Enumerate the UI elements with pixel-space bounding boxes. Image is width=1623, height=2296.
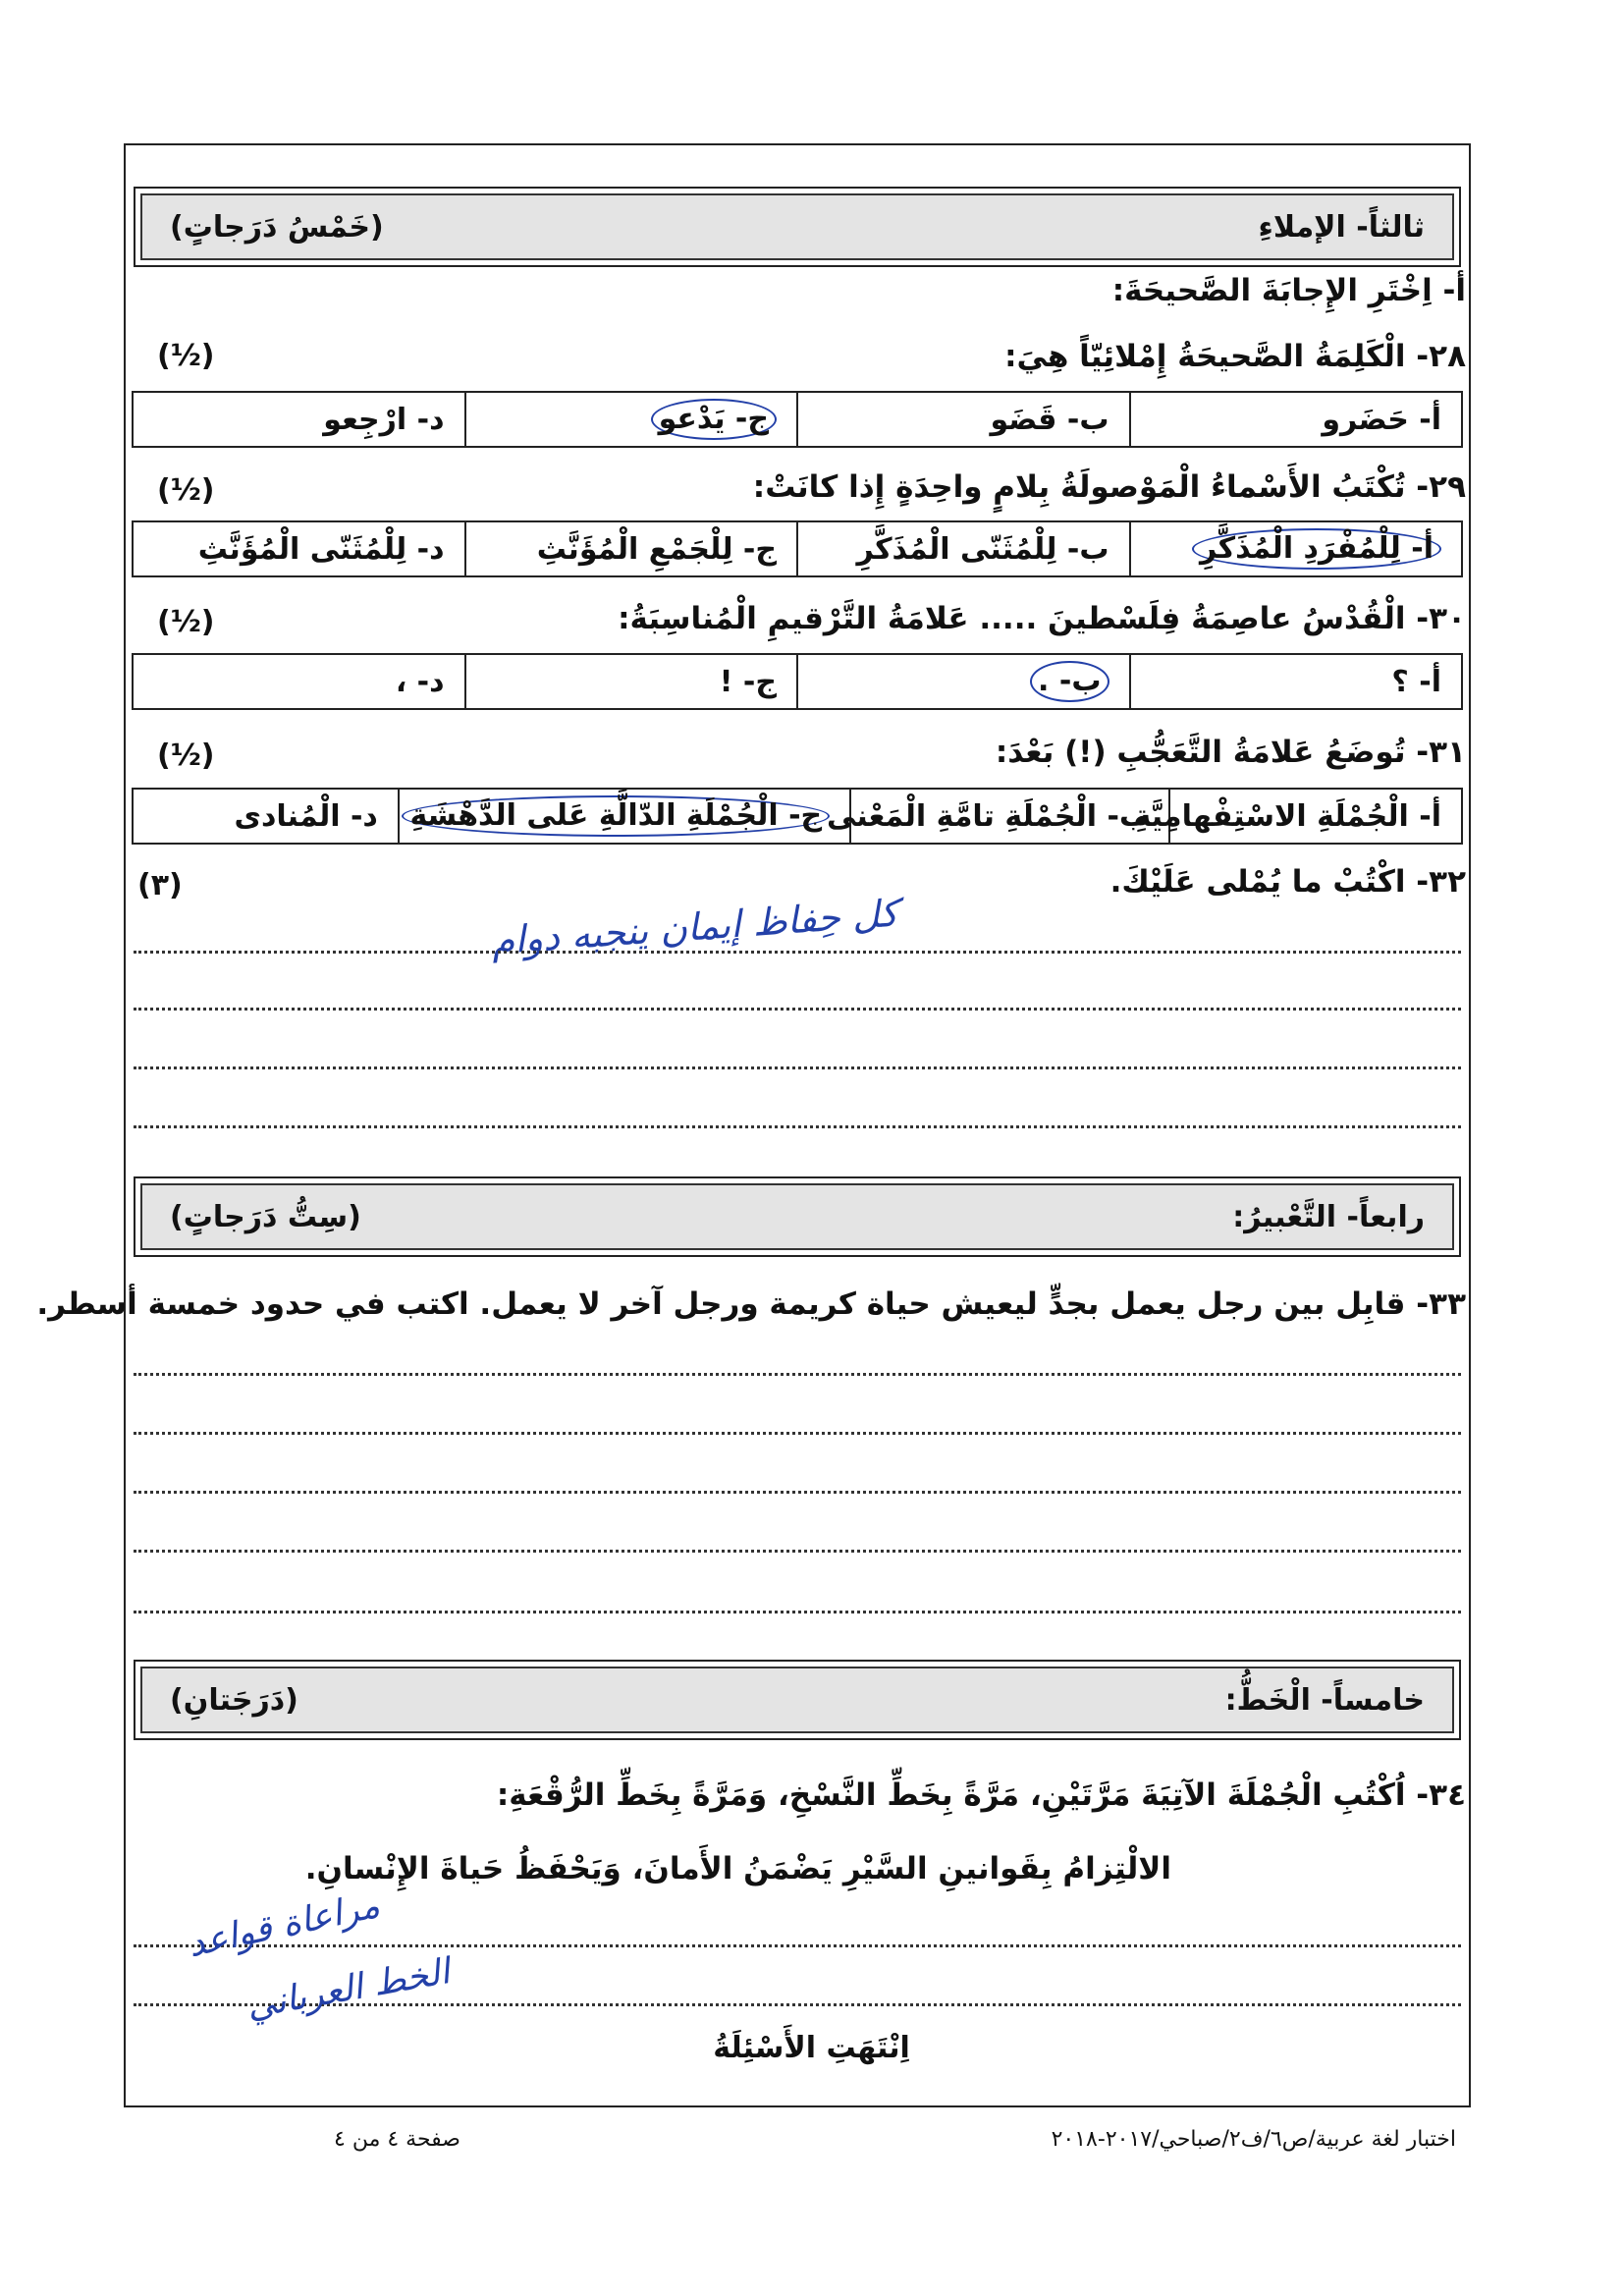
section3-title: ثالثاً- الإملاءِ — [1258, 209, 1425, 245]
selected-answer-circle: ب- . — [1030, 661, 1109, 702]
dictation-handwriting: كل حِفاظ إيمان ينجبه دوام — [489, 891, 900, 963]
q29-mark: (½) — [157, 473, 215, 508]
answer-line[interactable] — [134, 1611, 1461, 1613]
q32-mark: (٣) — [137, 868, 183, 902]
q33-text: ٣٣- قابِل بين رجل يعمل بجدٍّ ليعيش حياة كريمة ورجل آخر لا يعمل. اكتب في حدود خمسة أسطر. — [36, 1286, 1466, 1322]
section5-title: خامساً- الْخَطُّ: — [1224, 1682, 1425, 1718]
exam-info: اختبار لغة عربية/ص٦/ف٢/صباحي/٢٠١٧-٢٠١٨ — [1051, 2127, 1456, 2152]
section4-score: (سِتُّ دَرَجاتٍ) — [170, 1199, 361, 1234]
q30-option-b[interactable] — [797, 654, 1130, 709]
q31-option-b[interactable]: ب- الْجُمْلَةِ تامَّةِ الْمَعْنى — [850, 789, 1169, 844]
section3-header — [134, 187, 1461, 267]
page-number: صفحة ٤ من ٤ — [334, 2127, 460, 2152]
section5-score: (دَرَجَتانِ) — [170, 1682, 298, 1718]
q30-options — [132, 653, 1463, 710]
teacher-note-line2: الخط العرباني — [243, 1951, 454, 2027]
q29-text: ٢٩- تُكْتَبُ الأَسْماءُ الْمَوْصولَةُ بِلامٍ واحِدَةٍ إِذا كانَتْ: — [752, 469, 1466, 505]
section5-header — [134, 1660, 1461, 1740]
section3-instruction: أ- اِخْتَرِ الإِجابَةَ الصَّحيحَةَ: — [1111, 273, 1466, 308]
q34-sentence: الالْتِزامُ بِقَوانينِ السَّيْرِ يَضْمَنُ الأَمانَ، وَيَحْفَظُ حَياةَ الإِنْسانِ. — [304, 1851, 1171, 1886]
q34-text: ٣٤- اُكْتُبِ الْجُمْلَةَ الآتِيَةَ مَرَّتَيْنِ، مَرَّةً بِخَطِّ النَّسْخِ، وَمَرَّةً بِخَطِّ الرُّقْعَةِ: — [496, 1777, 1466, 1813]
q28-option-b[interactable]: ب- قَضَو — [797, 392, 1130, 447]
answer-line[interactable] — [134, 1432, 1461, 1435]
section4-title: رابعاً- التَّعْبيرُ: — [1232, 1199, 1425, 1234]
q30-text: ٣٠- الْقُدْسُ عاصِمَةُ فِلَسْطينَ ..... عَلامَةُ التَّرْقيمِ الْمُناسِبَةُ: — [618, 601, 1466, 636]
answer-line[interactable] — [134, 1550, 1461, 1553]
q31-mark: (½) — [157, 738, 215, 773]
q29-option-d[interactable]: د- لِلْمُثَنّى الْمُؤَنَّثِ — [133, 521, 465, 576]
q29-option-c[interactable]: ج- لِلْجَمْعِ الْمُؤَنَّثِ — [465, 521, 798, 576]
q28-option-a[interactable]: أ- حَضَرو — [1130, 392, 1463, 447]
q30-mark: (½) — [157, 605, 215, 639]
q29-options — [132, 520, 1463, 577]
q29-option-b[interactable]: ب- لِلْمُثَنّى الْمُذَكَّرِ — [797, 521, 1130, 576]
q28-mark: (½) — [157, 339, 215, 373]
q30-option-c[interactable]: ج- ! — [465, 654, 798, 709]
q28-options — [132, 391, 1463, 448]
answer-line[interactable] — [134, 1373, 1461, 1376]
q30-option-d[interactable]: د- ، — [133, 654, 465, 709]
q28-text: ٢٨- الْكَلِمَةُ الصَّحيحَةُ إِمْلائِيّاً هِيَ: — [1004, 339, 1466, 374]
q31-option-a[interactable]: أ- الْجُمْلَةِ الاسْتِفْهامِيَّةِ — [1169, 789, 1462, 844]
selected-answer-circle: أ- لِلْمُفْرَدِ الْمُذَكَّرِ — [1192, 528, 1441, 570]
q31-option-c[interactable] — [399, 789, 850, 844]
answer-line[interactable] — [134, 1066, 1461, 1069]
q31-text: ٣١- تُوضَعُ عَلامَةُ التَّعَجُّبِ (!) بَعْدَ: — [995, 735, 1466, 770]
answer-line[interactable] — [134, 951, 1461, 954]
selected-answer-circle: ج- الْجُمْلَةِ الدّالَّةِ عَلى الدَّهْشَةِ — [402, 795, 830, 837]
selected-answer-circle: ج- يَدْعو — [651, 399, 777, 440]
q28-option-d[interactable]: د- ارْجِعو — [133, 392, 465, 447]
answer-line[interactable] — [134, 1125, 1461, 1128]
section4-header — [134, 1176, 1461, 1257]
teacher-note-line1: مراعاة قواعد — [184, 1885, 384, 1966]
answer-line[interactable] — [134, 1944, 1461, 1947]
q28-option-c[interactable] — [465, 392, 798, 447]
end-of-questions: اِنْتَهَتِ الأَسْئِلَةُ — [713, 2031, 910, 2065]
q29-option-a[interactable] — [1130, 521, 1463, 576]
q31-option-d[interactable]: د- الْمُنادى — [133, 789, 399, 844]
answer-line[interactable] — [134, 1491, 1461, 1494]
q31-options — [132, 788, 1463, 845]
answer-line[interactable] — [134, 1008, 1461, 1011]
section3-score: (خَمْسُ دَرَجاتٍ) — [170, 209, 384, 245]
q32-text: ٣٢- اكْتُبْ ما يُمْلى عَلَيْكَ. — [1109, 864, 1466, 900]
q30-option-a[interactable]: أ- ؟ — [1130, 654, 1463, 709]
